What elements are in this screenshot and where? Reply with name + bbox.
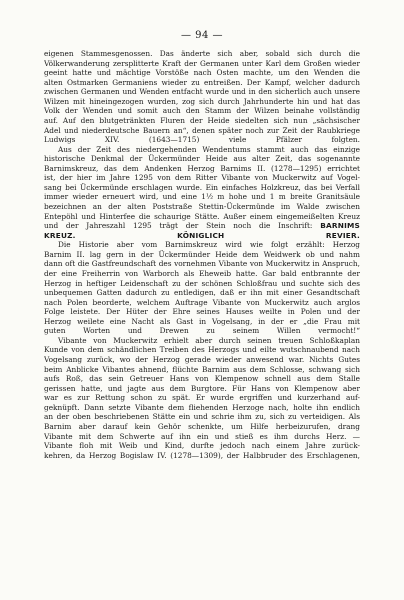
inscription-text: BARNIMS xyxy=(320,221,360,231)
text-line xyxy=(44,212,360,222)
text-line xyxy=(44,355,360,365)
text-line xyxy=(44,384,360,394)
text-line-content: ist, der hier im Jahre 1295 von dem Ritter Vibante von Muckerwitz auf Vogel- xyxy=(44,173,360,183)
text-line-content: der eine Freiherrin von Warborch als Eheweib hatte. Gar bald entbrannte der xyxy=(44,268,360,278)
text-line-content: auf. Auf den blutgetränkten Fluren der Heide siedelten sich nun „sächsischer xyxy=(44,115,360,125)
text-line-content: Volk der Wenden und somit auch den Stamm der Wilzen beinahe vollständig xyxy=(44,106,360,116)
text-line xyxy=(44,106,360,116)
text-line-content: Völkerwanderung zersplitterte Kraft der Germanen unter Karl dem Großen wieder xyxy=(44,58,360,68)
text-line-content: geknüpft. Dann setzte Vibante dem fliehenden Herzoge nach, holte ihn endlich xyxy=(44,402,360,412)
text-line-content: geeint hatte und mächtige Vorstöße nach Osten machte, um den Wenden die xyxy=(44,68,360,78)
text-line xyxy=(44,59,360,69)
text-line-content: nach Polen beorderte, welchem Auftrage Vibante von Muckerwitz auch arglos xyxy=(44,297,360,307)
text-line xyxy=(44,164,360,174)
text-line xyxy=(44,97,360,107)
text-line-content: immer wieder erneuert wird, und eine 1½ m hohe und 1 m breite Granitsäule xyxy=(44,192,360,202)
text-line xyxy=(44,240,360,250)
text-line-content: an der oben beschriebenen Stätte ein und schrie ihm zu, sich zu verteidigen. Als xyxy=(44,412,360,422)
text-line xyxy=(44,68,360,78)
text-line-content: zwischen Germanen und Wenden entfacht wurde und in den sicherlich auch unsere xyxy=(44,87,360,97)
text-line xyxy=(44,298,360,308)
text-line xyxy=(44,250,360,260)
text-line xyxy=(44,326,360,336)
text-line xyxy=(44,192,360,202)
text-line-content: eigenen Stammesgenossen. Das änderte sich aber, sobald sich durch die xyxy=(44,49,360,58)
text-line-content: historische Denkmal der Ückermünder Heide aus alter Zeit, das sogenannte xyxy=(44,154,360,164)
text-line-content: kehren, da Herzog Bogislaw IV. (1278—1309), der Halbbruder des Erschlagenen, xyxy=(44,450,360,460)
text-line-content: Herzog weilete eine Nacht als Gast in Vogelsang, in der er „die Frau mit xyxy=(44,316,360,326)
text-line xyxy=(44,279,360,289)
text-line xyxy=(44,317,360,327)
text-line-content: Barnim II. lag gern in der Ückermünder Heide dem Weidwerk ob und nahm xyxy=(44,249,360,259)
text-line xyxy=(44,87,360,97)
text-line-content: Vibante mit dem Schwerte auf ihn ein und stieß es ihm durchs Herz. — xyxy=(44,431,360,441)
text-line xyxy=(44,336,360,346)
text-line-content: Aus der Zeit des niedergehenden Wendentums stammt auch das einzige xyxy=(58,144,360,154)
text-line xyxy=(44,432,360,442)
text-line xyxy=(44,116,360,126)
text-line xyxy=(44,135,360,145)
text-line-content: aufs Roß, das sein Getreuer Hans von Klempenow schnell aus dem Stalle xyxy=(44,374,360,384)
text-line-content: Entepöhl und Hinterfee die schaurige Stätte. Außer einem eingemeißelten Kreuz xyxy=(44,211,360,221)
text-line xyxy=(44,145,360,155)
text-line-content: Vibante von Muckerwitz erhielt aber durch seinen treuen Schloßkaplan xyxy=(58,335,360,345)
text-line-content: gerissen hatte, und jagte aus dem Burgtore. Für Hans von Klempenow aber xyxy=(44,383,360,393)
text-line xyxy=(44,231,360,241)
text-line xyxy=(44,259,360,269)
text-line-content: Ludwigs XIV. (1643—1715) viele Pfälzer folgten. xyxy=(44,135,360,145)
text-line xyxy=(44,441,360,451)
text-line-content: Kunde von dem schändlichen Treiben des Herzogs und eilte wutschnaubend nach xyxy=(44,345,360,355)
text-line xyxy=(44,422,360,432)
text-line-content: war es zur Rettung schon zu spät. Er wurde ergriffen und kurzerhand auf- xyxy=(44,393,360,403)
inscription-text: KREUZ. KÖNIGLICH REVIER. xyxy=(44,230,360,240)
text-line xyxy=(44,269,360,279)
text-line-content: unbequemen Gatten dadurch zu entledigen, daß er ihn mit einer Gesandtschaft xyxy=(44,288,360,298)
text-line-content: Folge leistete. Der Hüter der Ehre seines Hauses weilte in Polen und der xyxy=(44,307,360,317)
text-line-content: Die Historie aber vom Barnimskreuz wird wie folgt erzählt: Herzog xyxy=(58,240,360,250)
body-text xyxy=(44,49,360,460)
text-line-content: Barnimskreuz, das dem Andenken Herzog Barnims II. (1278—1295) errichtet xyxy=(44,163,360,173)
text-line xyxy=(44,173,360,183)
text-line xyxy=(44,221,360,231)
text-line xyxy=(44,49,360,59)
text-line-content: sang bei Ückermünde erschlagen wurde. Ein einfaches Holzkreuz, das bei Verfall xyxy=(44,182,360,192)
text-line xyxy=(44,365,360,375)
text-line xyxy=(44,412,360,422)
text-line xyxy=(44,451,360,461)
text-line-content: und der Jahreszahl 1295 trägt der Stein noch die Inschrift: xyxy=(44,221,313,231)
text-line xyxy=(44,374,360,384)
text-line-content: Vibante floh mit Weib und Kind, durfte jedoch nach einem Jahre zurück- xyxy=(44,441,360,451)
text-line-content: Herzog in heftiger Leidenschaft zu der schönen Schloßfrau und suchte sich des xyxy=(44,278,360,288)
text-line xyxy=(44,307,360,317)
text-line-content: bezeichnen an der alten Poststraße Stettin-Ückermünde im Walde zwischen xyxy=(44,202,360,211)
page-number: — 94 — xyxy=(180,30,224,41)
text-line-content: dann oft die Gastfreundschaft des vornehmen Vibante von Muckerwitz in Anspruch, xyxy=(44,259,360,269)
text-line xyxy=(44,183,360,193)
text-line-content: Barnim aber darauf kein Gehör schenkte, um Hilfe herbeizurufen, drang xyxy=(44,421,360,431)
text-line-content: beim Anblicke Vibantes ahnend, flüchte Barnim aus dem Schlosse, schwang sich xyxy=(44,364,360,374)
text-line xyxy=(44,202,360,212)
text-line xyxy=(44,126,360,136)
text-line xyxy=(44,288,360,298)
text-line-content: Adel und niederdeutsche Bauern an“, denen später noch zur Zeit der Raubkriege xyxy=(44,125,360,135)
text-line xyxy=(44,154,360,164)
text-line xyxy=(44,403,360,413)
text-line-content: Wilzen mit hineingezogen wurden, zog sich durch Jahrhunderte hin und hat das xyxy=(44,96,360,106)
text-line-content: Vogelsang zurück, wo der Herzog gerade wieder anwesend war. Nichts Gutes xyxy=(44,355,360,364)
text-line xyxy=(44,393,360,403)
text-line xyxy=(44,345,360,355)
text-line xyxy=(44,78,360,88)
text-line-content: alten Ostmarken Germaniens wieder zu entreißen. Der Kampf, welcher dadurch xyxy=(44,77,360,87)
text-line-content: guten Worten und Drewen zu seinem Willen vermocht!“ xyxy=(44,326,360,336)
